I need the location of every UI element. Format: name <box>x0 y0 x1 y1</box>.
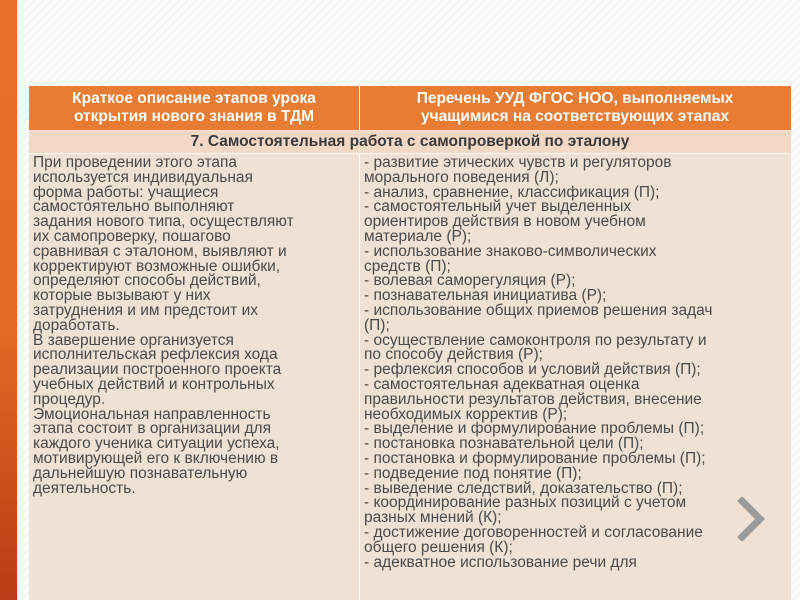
description-line: реализации построенного проекта <box>33 361 282 379</box>
description-line: При проведении этого этапа <box>33 154 238 171</box>
uud-list-item: - волевая саморегуляция (Р); <box>364 272 576 290</box>
uud-list-item: морального поведения (Л); <box>364 168 559 186</box>
uud-list-item: материале (Р); <box>364 227 472 245</box>
accent-strip <box>0 0 17 600</box>
description-line: их самопроверку, пошагово <box>33 227 231 245</box>
uud-list-item: разных мнений (К); <box>364 509 502 527</box>
uud-list-item: правильности результатов действия, внесение <box>364 390 702 408</box>
uud-list-item: - рефлексия способов и условий действия (П); <box>364 361 701 379</box>
chevron-right-icon <box>736 497 766 541</box>
description-line: процедур. <box>33 390 106 408</box>
stage-description-cell <box>33 156 353 496</box>
uud-list-item: по способу действия (Р); <box>364 346 543 364</box>
description-line: сравнивая с эталоном, выявляют и <box>33 242 287 260</box>
section-title: 7. Самостоятельная работа с самопроверкой по эталону <box>29 131 791 154</box>
header-stages-line: открытия нового знания в ТДМ <box>73 108 315 125</box>
uud-list-item: - использование общих приемов решения задач <box>364 301 713 319</box>
description-line: дальнейшую познавательную <box>33 464 248 482</box>
column-divider <box>359 154 360 600</box>
description-line: каждого ученика ситуации успеха, <box>33 435 280 453</box>
uud-list-item: - достижение договоренностей и согласование <box>364 523 703 541</box>
uud-list-item: - координирование разных позиций с учетом <box>364 494 687 512</box>
uud-list-item: - адекватное использование речи для <box>364 553 637 571</box>
uud-list-item: - познавательная инициатива (Р); <box>364 287 607 305</box>
description-line: корректируют возможные ошибки, <box>33 257 281 275</box>
uud-list-item: - самостоятельная адекватная оценка <box>364 375 640 393</box>
uud-list-item: - самостоятельный учет выделенных <box>364 198 632 216</box>
description-line: доработать. <box>33 316 120 334</box>
next-slide-button[interactable] <box>733 495 769 543</box>
content-table <box>29 86 791 600</box>
uud-list-item: (П); <box>364 316 390 334</box>
header-uud-line: Перечень УУД ФГОС НОО, выполняемых <box>416 90 734 107</box>
description-line: мотивирующей его к включению в <box>33 449 279 467</box>
description-line: затруднения и им предстоит их <box>33 301 258 319</box>
description-line: деятельность. <box>33 479 136 497</box>
description-line: исполнительская рефлексия хода <box>33 346 278 364</box>
description-line: самостоятельно выполняют <box>33 198 235 216</box>
table-header-row <box>29 86 791 130</box>
uud-list-item: средств (П); <box>364 257 451 275</box>
uud-list-item: - анализ, сравнение, классификация (П); <box>364 183 660 201</box>
uud-list-item: ориентиров действия в новом учебном <box>364 213 646 231</box>
uud-list-cell <box>364 156 784 570</box>
uud-list-item: общего решения (К); <box>364 538 513 556</box>
description-line: которые вызывают у них <box>33 287 211 305</box>
uud-list-item: - выделение и формулирование проблемы (П); <box>364 420 705 438</box>
header-stages-line: Краткое описание этапов урока <box>72 90 316 107</box>
header-cell-uud <box>359 86 791 130</box>
uud-list-item: необходимых корректив (Р); <box>364 405 568 423</box>
description-line: определяют способы действий, <box>33 272 261 290</box>
header-cell-stages <box>29 86 360 130</box>
description-line: задания нового типа, осуществляют <box>33 213 294 231</box>
description-line: учебных действий и контрольных <box>33 375 275 393</box>
description-line: форма работы: учащиеся <box>33 183 219 201</box>
uud-list-item: - постановка познавательной цели (П); <box>364 435 644 453</box>
uud-list-item: - постановка и формулирование проблемы (П); <box>364 449 706 467</box>
header-uud-line: учащимися на соответствующих этапах <box>421 108 729 125</box>
description-line: используется индивидуальная <box>33 168 253 186</box>
uud-list-item: - осуществление самоконтроля по результату и <box>364 331 707 349</box>
uud-list-item: - выведение следствий, доказательство (П); <box>364 479 683 497</box>
description-line: В завершение организуется <box>33 331 234 349</box>
description-line: Эмоциональная направленность <box>33 405 271 423</box>
description-line: этапа состоит в организации для <box>33 420 271 438</box>
uud-list-item: - использование знаково-символических <box>364 242 657 260</box>
uud-list-item: - подведение под понятие (П); <box>364 464 582 482</box>
uud-list-item: - развитие этических чувств и регуляторов <box>364 154 672 171</box>
